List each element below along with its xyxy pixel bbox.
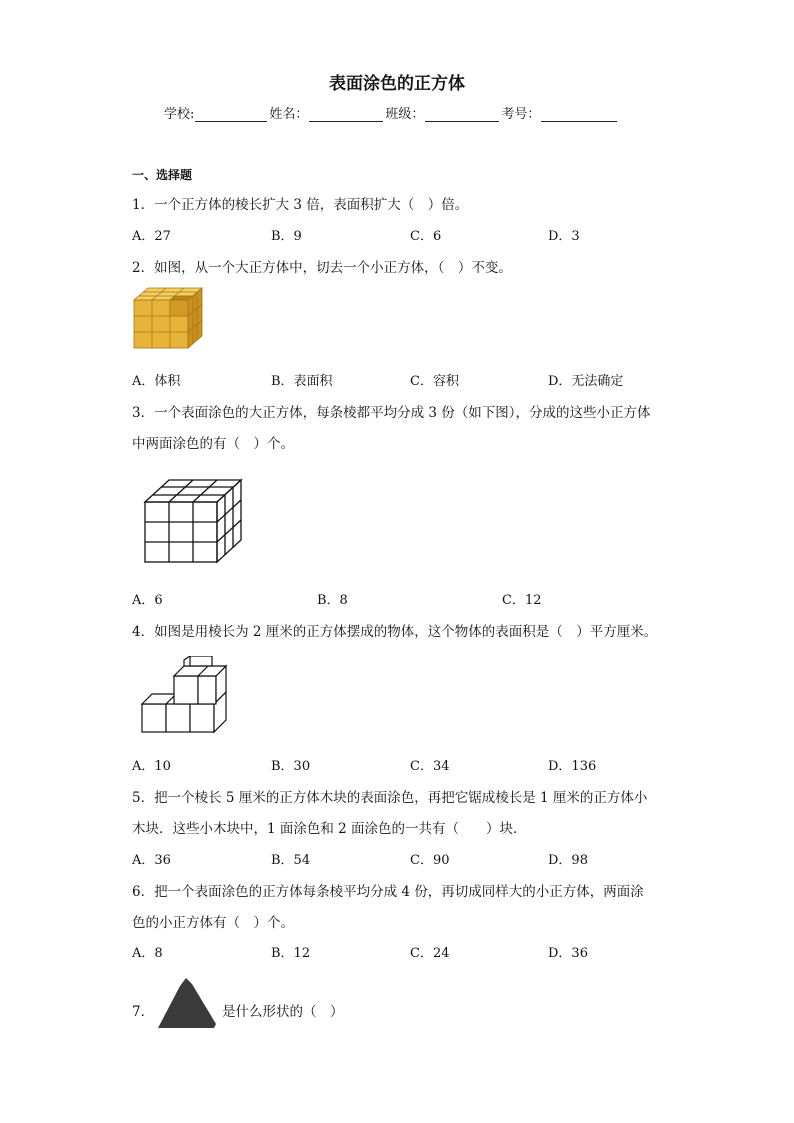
question-6-text-line2: 色的小正方体有（ ）个。 [132, 915, 294, 931]
name-label: 姓名： [269, 107, 309, 122]
q2-option-a[interactable]: A．体积 [132, 374, 181, 389]
name-blank[interactable] [309, 107, 383, 122]
q1-option-b[interactable]: B．9 [271, 229, 302, 244]
question-4-text: 4．如图是用棱长为 2 厘米的正方体摆成的物体，这个物体的表面积是（ ）平方厘米。 [132, 624, 658, 640]
question-5-text-line1: 5．把一个棱长 5 厘米的正方体木块的表面涂色，再把它锯成棱长是 1 厘米的正方体小 [132, 790, 648, 806]
q3-option-c[interactable]: C．12 [502, 593, 542, 608]
cube-3x3-figure [143, 478, 245, 564]
q1-option-d[interactable]: D．3 [548, 229, 580, 244]
question-7-text: 是什么形状的（ ） [222, 1004, 344, 1020]
page-title: 表面涂色的正方体 [329, 74, 465, 94]
q6-option-d[interactable]: D．36 [548, 946, 588, 961]
q3-option-b[interactable]: B．8 [317, 593, 348, 608]
q4-option-c[interactable]: C．34 [410, 759, 450, 774]
dark-shape-figure [156, 976, 218, 1030]
question-3-text-line2: 中两面涂色的有（ ）个。 [132, 436, 294, 452]
q5-option-b[interactable]: B．54 [271, 853, 311, 868]
q5-option-a[interactable]: A．36 [132, 853, 171, 868]
cube-cut-figure [130, 286, 206, 350]
question-6-text-line1: 6．把一个表面涂色的正方体每条棱平均分成 4 份，再切成同样大的小正方体，两面涂 [132, 884, 644, 900]
q6-option-c[interactable]: C．24 [410, 946, 450, 961]
q6-option-b[interactable]: B．12 [271, 946, 311, 961]
q1-option-a[interactable]: A．27 [132, 229, 171, 244]
q3-option-a[interactable]: A．6 [132, 593, 163, 608]
id-blank[interactable] [541, 107, 617, 122]
q2-option-c[interactable]: C．容积 [410, 374, 459, 389]
q4-option-b[interactable]: B．30 [271, 759, 311, 774]
question-2-text: 2．如图，从一个大正方体中，切去一个小正方体，（ ）不变。 [132, 260, 512, 276]
student-info-line [164, 103, 619, 122]
stacked-cubes-figure [140, 656, 232, 736]
id-label: 考号： [501, 107, 541, 122]
class-blank[interactable] [425, 107, 499, 122]
q6-option-a[interactable]: A．8 [132, 946, 163, 961]
school-label: 学校: [164, 107, 195, 122]
q2-option-d[interactable]: D．无法确定 [548, 374, 624, 389]
question-3-text-line1: 3．一个表面涂色的大正方体，每条棱都平均分成 3 份（如下图），分成的这些小正方体 [132, 405, 651, 421]
section-title: 一、选择题 [132, 168, 193, 182]
question-1-text: 1．一个正方体的棱长扩大 3 倍，表面积扩大（ ）倍。 [132, 197, 469, 213]
q4-option-a[interactable]: A．10 [132, 759, 171, 774]
question-5-text-line2: 木块．这些小木块中，1 面涂色和 2 面涂色的一共有（ ）块． [132, 821, 527, 837]
q5-option-d[interactable]: D．98 [548, 853, 588, 868]
question-7-number: 7． [132, 1004, 155, 1020]
class-label: 班级： [385, 107, 425, 122]
q1-option-c[interactable]: C．6 [410, 229, 442, 244]
q2-option-b[interactable]: B．表面积 [271, 374, 333, 389]
q4-option-d[interactable]: D．136 [548, 759, 597, 774]
school-blank[interactable] [195, 107, 267, 122]
q5-option-c[interactable]: C．90 [410, 853, 450, 868]
